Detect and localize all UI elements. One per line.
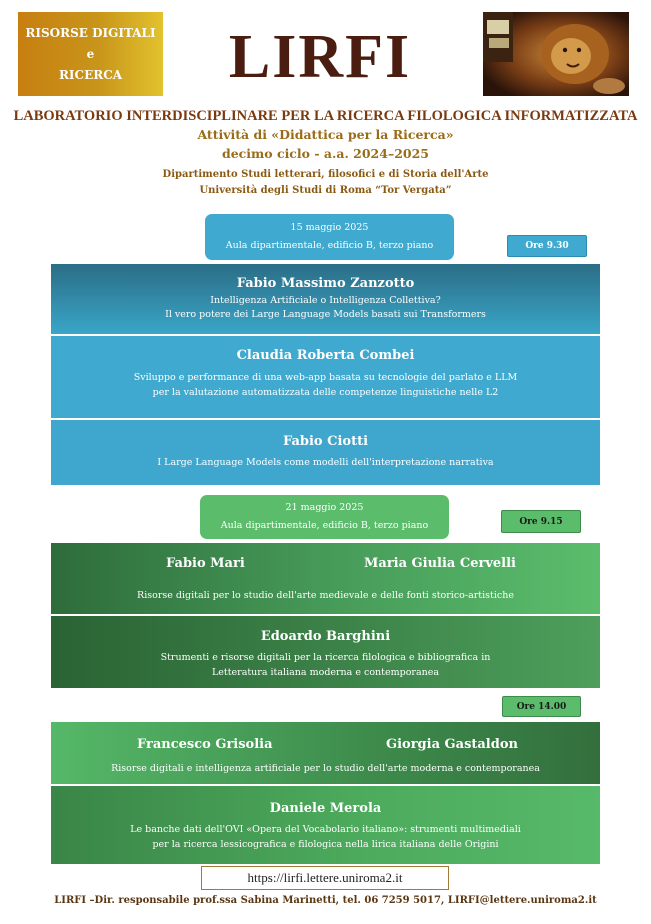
talk-card <box>51 264 600 334</box>
speaker-name: Edoardo Barghini <box>260 629 391 644</box>
badge-line-1: RISORSE DIGITALI <box>25 25 156 40</box>
talk-title-line: Risorse digitali e intelligenza artificiale per lo studio dell'arte moderna e contemporanea <box>111 763 540 774</box>
risorse-digitali-badge <box>18 12 163 96</box>
badge-line-3: RICERCA <box>58 68 123 83</box>
talk-card <box>51 420 600 485</box>
session2-date: 21 maggio 2025 <box>285 502 364 513</box>
talk-title-line: per la valutazione automatizzata delle competenze linguistiche nelle L2 <box>152 387 499 398</box>
badge-line-2: e <box>86 46 95 61</box>
department-name: Dipartimento Studi letterari, filosofici e di Storia dell'Arte <box>162 169 489 180</box>
talk-title-line: per la ricerca lessicografica e filologica nella lirica italiana delle Origini <box>152 839 499 850</box>
talk-title-line: Letteratura italiana moderna e contemporanea <box>211 667 440 678</box>
speaker-name: Fabio Ciotti <box>282 434 369 449</box>
talk-card <box>51 336 600 418</box>
talk-card <box>51 543 600 614</box>
talk-title-line: I Large Language Models come modelli dell'interpretazione narrativa <box>157 457 494 468</box>
session1-date-box <box>205 214 454 260</box>
talk-card <box>51 616 600 688</box>
session1-time-tag: Ore 9.30 <box>507 235 587 257</box>
lion-painting-image <box>483 12 629 96</box>
footer-contacts: LIRFI –Dir. responsabile prof.ssa Sabina Marinetti, tel. 06 7259 5017, LIRFI@lettere.uniroma2.it <box>54 895 597 906</box>
talk-title-line: Sviluppo e performance di una web-app basata su tecnologie del parlato e LLM <box>133 372 518 383</box>
website-link[interactable]: https://lirfi.lettere.uniroma2.it <box>201 866 449 890</box>
cycle-title: decimo ciclo - a.a. 2024–2025 <box>221 146 429 161</box>
speaker-name: Claudia Roberta Combei <box>236 348 415 363</box>
speaker-name: Fabio Massimo Zanzotto <box>236 276 415 291</box>
speaker-name: Fabio Mari <box>166 556 245 571</box>
speaker-name: Giorgia Gastaldon <box>386 737 518 752</box>
page-title: LIRFI <box>228 23 412 91</box>
talk-title-line: Strumenti e risorse digitali per la ricerca filologica e bibliografica in <box>160 652 491 663</box>
session1-place: Aula dipartimentale, edificio B, terzo piano <box>225 240 434 251</box>
talk-card <box>51 722 600 784</box>
session2-date-box <box>200 495 449 539</box>
speaker-name: Daniele Merola <box>269 801 382 816</box>
talk-title-line: Le banche dati dell'OVI «Opera del Vocabolario italiano»: strumenti multimediali <box>130 824 521 835</box>
talk-title-line: Intelligenza Artificiale o Intelligenza Collettiva? <box>210 295 441 306</box>
talk-card <box>51 786 600 864</box>
session3-time-tag: Ore 14.00 <box>502 696 581 717</box>
activity-title: Attività di «Didattica per la Ricerca» <box>197 127 454 142</box>
session1-date: 15 maggio 2025 <box>290 222 369 233</box>
speaker-name: Francesco Grisolia <box>137 737 273 752</box>
speaker-name: Maria Giulia Cervelli <box>364 556 516 571</box>
session2-place: Aula dipartimentale, edificio B, terzo piano <box>220 520 429 531</box>
lion-painting-icon <box>483 12 629 96</box>
university-name: Università degli Studi di Roma “Tor Vergata” <box>199 185 452 196</box>
session2-time-tag: Ore 9.15 <box>501 510 581 533</box>
lab-full-name: LABORATORIO INTERDISCIPLINARE PER LA RICERCA FILOLOGICA INFORMATIZZATA <box>13 108 638 124</box>
talk-title-line: Il vero potere dei Large Language Models basati sui Transformers <box>165 309 486 320</box>
talk-title-line: Risorse digitali per lo studio dell'arte medievale e delle fonti storico-artistiche <box>137 590 514 601</box>
